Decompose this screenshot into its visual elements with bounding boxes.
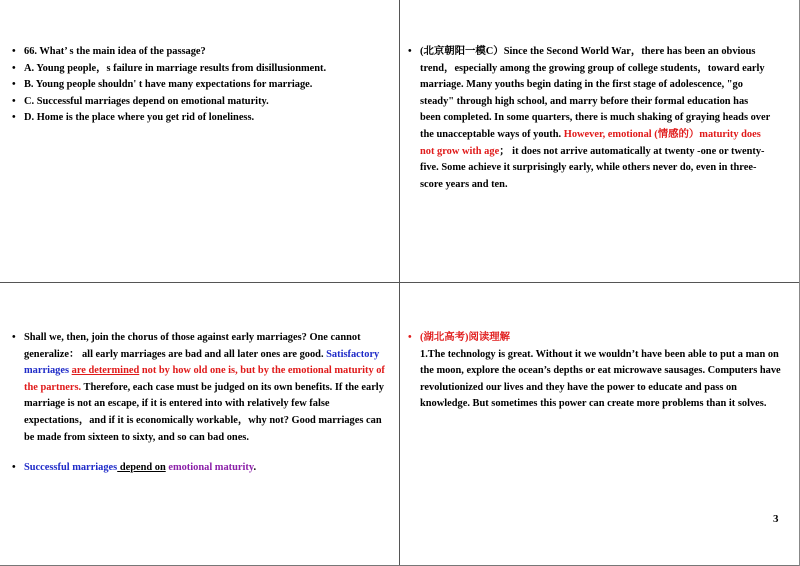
- highlight-subject: Satisfactory marriages: [24, 348, 380, 377]
- bullet-icon: •: [12, 62, 16, 74]
- slide-panel-passage: [408, 44, 770, 193]
- summary-line: [12, 460, 392, 477]
- slide-panel-question: [12, 44, 392, 127]
- highlight-clause: not by how old one is, but by the emotional maturity of the partners.: [24, 365, 385, 393]
- next-passage-body: [408, 347, 788, 413]
- option-d: D. Home is the place where you get rid of loneliness.: [24, 112, 255, 124]
- passage-highlight: However, emotional (情感的）maturity does not grow with age: [420, 128, 761, 157]
- question-text: 66. What’ s the main idea of the passage?: [24, 46, 206, 57]
- passage-heading: (湖北高考)阅读理解: [420, 332, 511, 343]
- question-list: [12, 44, 392, 127]
- next-passage-text: 1.The technology is great. Without it we wouldn’t have been able to put a man on the moon, explore the ocean’s depths or eat microwave sausages. Computers have revolutionized our lives and they have the power to educate and pass on knowledge. But sometimes this power can create more problems than it solves.: [420, 348, 781, 410]
- option-b: B. Young people shouldn' t have many expectations for marriage.: [24, 79, 313, 91]
- analysis-paragraph: [12, 330, 392, 446]
- bullet-icon: •: [12, 79, 16, 91]
- list-item: [12, 94, 392, 111]
- bullet-icon: •: [408, 332, 412, 343]
- passage-text: (北京朝阳一模C）Since the Second World War，there has been an obvious trend，especially among the growing group of college students，toward early marriage. Many youths begin dating in the first stage of adolescence, "go steady" through high school, and marry before their formal education has been completed. In some quarters, there is much shaking of graying heads over the unacceptable ways of youth.: [420, 46, 771, 140]
- list-item: [12, 44, 392, 61]
- page-number: 3: [773, 513, 779, 525]
- passage-paragraph: [408, 44, 770, 193]
- bullet-icon: •: [12, 462, 16, 474]
- summary-object: emotional maturity: [168, 462, 254, 474]
- summary-verb: depend on: [117, 462, 166, 474]
- bullet-icon: •: [408, 46, 412, 57]
- slide-panel-next-passage: [408, 330, 788, 413]
- passage-text-end: ； it does not arrive automatically at twenty -one or twenty-five. Some achieve it surprisingly early, while others never do, even in three-score years and ten.: [420, 145, 765, 190]
- next-passage-heading: [408, 330, 788, 347]
- list-item: [12, 77, 392, 94]
- analysis-text-end: Therefore, each case must be judged on its own benefits. If the early marriage is not an escape, if it is entered into with relatively few false expectations，and if it is economically workable，why not? Good marriages can be made from sixteen to sixty, and so can bad ones.: [24, 381, 384, 443]
- list-item: [12, 110, 392, 127]
- option-c: C. Successful marriages depend on emotional maturity.: [24, 95, 269, 107]
- summary-period: .: [253, 462, 257, 474]
- highlight-verb: are determined: [71, 365, 140, 377]
- analysis-text: Shall we, then, join the chorus of those against early marriages? One cannot generalize： all early marriages are bad and all later ones are good.: [24, 332, 361, 360]
- divider-horizontal: [0, 282, 800, 283]
- bullet-icon: •: [12, 332, 16, 343]
- divider-vertical: [399, 0, 400, 566]
- option-a: A. Young people，s failure in marriage results from disillusionment.: [24, 62, 327, 74]
- slide-panel-analysis: [12, 330, 392, 477]
- bullet-icon: •: [12, 46, 16, 57]
- bullet-icon: •: [12, 112, 16, 124]
- summary-subject: Successful marriages: [24, 462, 118, 474]
- bullet-icon: •: [12, 95, 16, 107]
- list-item: [12, 61, 392, 78]
